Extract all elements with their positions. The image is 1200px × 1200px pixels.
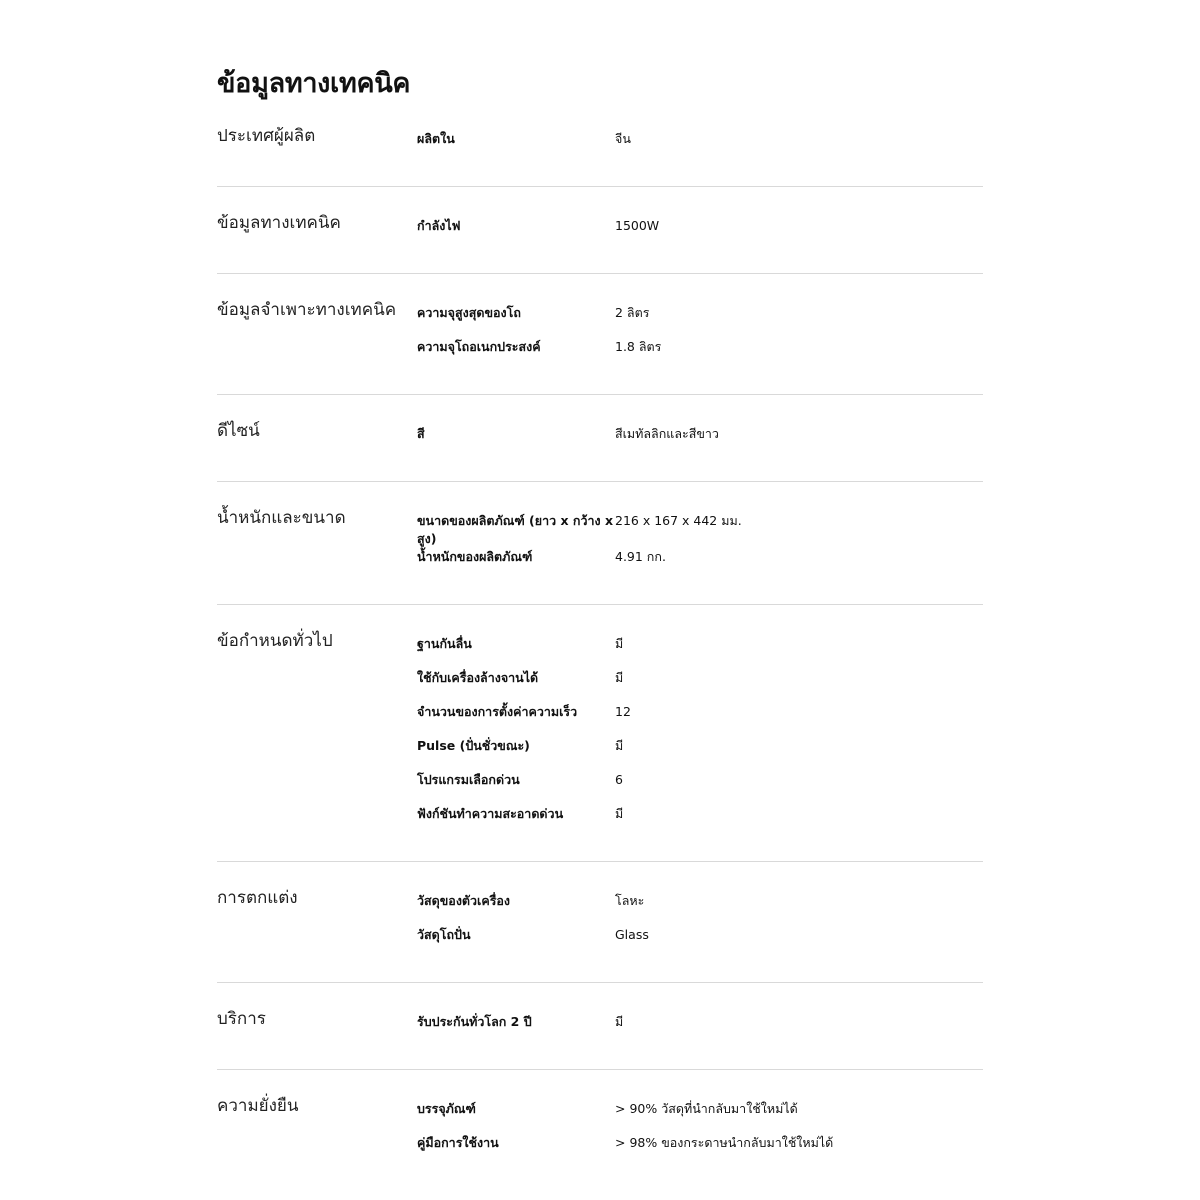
- spec-value: มี: [615, 806, 624, 821]
- spec-row: [417, 771, 983, 805]
- spec-section: [217, 1070, 983, 1190]
- spec-rows: [417, 1100, 983, 1168]
- spec-label: บรรจุภัณฑ์: [417, 1101, 476, 1116]
- spec-rows: [417, 217, 983, 251]
- spec-section: [217, 983, 983, 1070]
- spec-section: [217, 187, 983, 274]
- spec-label: ใช้กับเครื่องล้างจานได้: [417, 670, 539, 685]
- section-category: ประเทศผู้ผลิต: [217, 126, 316, 146]
- page-title: ข้อมูลทางเทคนิค: [217, 68, 411, 99]
- spec-page: [217, 62, 983, 1190]
- spec-row: [417, 635, 983, 669]
- spec-value: 2 ลิตร: [615, 305, 650, 320]
- section-category: ข้อกำหนดทั่วไป: [217, 631, 333, 651]
- spec-label: คู่มือการใช้งาน: [417, 1135, 499, 1150]
- spec-section: [217, 605, 983, 862]
- spec-row: [417, 892, 983, 926]
- spec-row: [417, 512, 983, 548]
- spec-value: > 90% วัสดุที่นำกลับมาใช้ใหม่ได้: [615, 1101, 798, 1116]
- spec-value: 216 x 167 x 442 มม.: [615, 513, 742, 528]
- spec-label: ขนาดของผลิตภัณฑ์ (ยาว x กว้าง x สูง): [417, 513, 614, 546]
- spec-row: [417, 338, 983, 372]
- spec-section: [217, 395, 983, 482]
- spec-rows: [417, 1013, 983, 1047]
- spec-rows: [417, 130, 983, 164]
- spec-value: 12: [615, 704, 631, 719]
- section-category: บริการ: [217, 1009, 266, 1029]
- section-category: การตกแต่ง: [217, 888, 298, 908]
- spec-label: น้ำหนักของผลิตภัณฑ์: [417, 549, 533, 564]
- spec-row: [417, 304, 983, 338]
- spec-label: รับประกันทั่วโลก 2 ปี: [417, 1014, 532, 1029]
- spec-row: [417, 217, 983, 251]
- spec-value: > 98% ของกระดาษนำกลับมาใช้ใหม่ได้: [615, 1135, 834, 1150]
- spec-rows: [417, 425, 983, 459]
- spec-rows: [417, 304, 983, 372]
- spec-row: [417, 669, 983, 703]
- spec-value: 1500W: [615, 218, 660, 233]
- spec-label: Pulse (ปั่นชั่วขณะ): [417, 738, 530, 753]
- spec-label: ฟังก์ชันทำความสะอาดด่วน: [417, 806, 564, 821]
- spec-value: 4.91 กก.: [615, 549, 666, 564]
- spec-value: มี: [615, 738, 624, 753]
- spec-row: [417, 703, 983, 737]
- spec-section: [217, 106, 983, 187]
- spec-value: มี: [615, 636, 624, 651]
- spec-value: 1.8 ลิตร: [615, 339, 662, 354]
- spec-label: ความจุสูงสุดของโถ: [417, 305, 521, 320]
- spec-value: จีน: [615, 131, 631, 146]
- spec-label: กำลังไฟ: [417, 218, 461, 233]
- spec-row: [417, 805, 983, 839]
- spec-list: [217, 106, 983, 1190]
- spec-label: ความจุโถอเนกประสงค์: [417, 339, 541, 354]
- spec-rows: [417, 512, 983, 582]
- spec-value: มี: [615, 670, 624, 685]
- spec-value: 6: [615, 772, 623, 787]
- section-category: น้ำหนักและขนาด: [217, 508, 346, 528]
- spec-rows: [417, 635, 983, 839]
- section-category: ดีไซน์: [217, 421, 260, 441]
- spec-row: [417, 130, 983, 164]
- spec-value: สีเมทัลลิกและสีขาว: [615, 426, 719, 441]
- spec-label: วัสดุของตัวเครื่อง: [417, 893, 511, 908]
- section-category: ความยั่งยืน: [217, 1096, 299, 1116]
- spec-row: [417, 425, 983, 459]
- section-category: ข้อมูลจำเพาะทางเทคนิค: [217, 300, 397, 320]
- spec-label: จำนวนของการตั้งค่าความเร็ว: [417, 704, 578, 719]
- spec-label: ผลิตใน: [417, 131, 455, 146]
- spec-rows: [417, 892, 983, 960]
- spec-row: [417, 1134, 983, 1168]
- spec-row: [417, 1100, 983, 1134]
- spec-label: สี: [417, 426, 425, 441]
- spec-row: [417, 737, 983, 771]
- spec-value: โลหะ: [615, 893, 645, 908]
- spec-section: [217, 274, 983, 395]
- spec-section: [217, 862, 983, 983]
- spec-label: วัสดุโถปั่น: [417, 927, 471, 942]
- spec-value: Glass: [615, 927, 649, 942]
- spec-row: [417, 926, 983, 960]
- spec-label: โปรแกรมเลือกด่วน: [417, 772, 520, 787]
- spec-label: ฐานกันลื่น: [417, 636, 472, 651]
- section-category: ข้อมูลทางเทคนิค: [217, 213, 341, 233]
- spec-row: [417, 548, 983, 582]
- spec-section: [217, 482, 983, 605]
- spec-row: [417, 1013, 983, 1047]
- spec-value: มี: [615, 1014, 624, 1029]
